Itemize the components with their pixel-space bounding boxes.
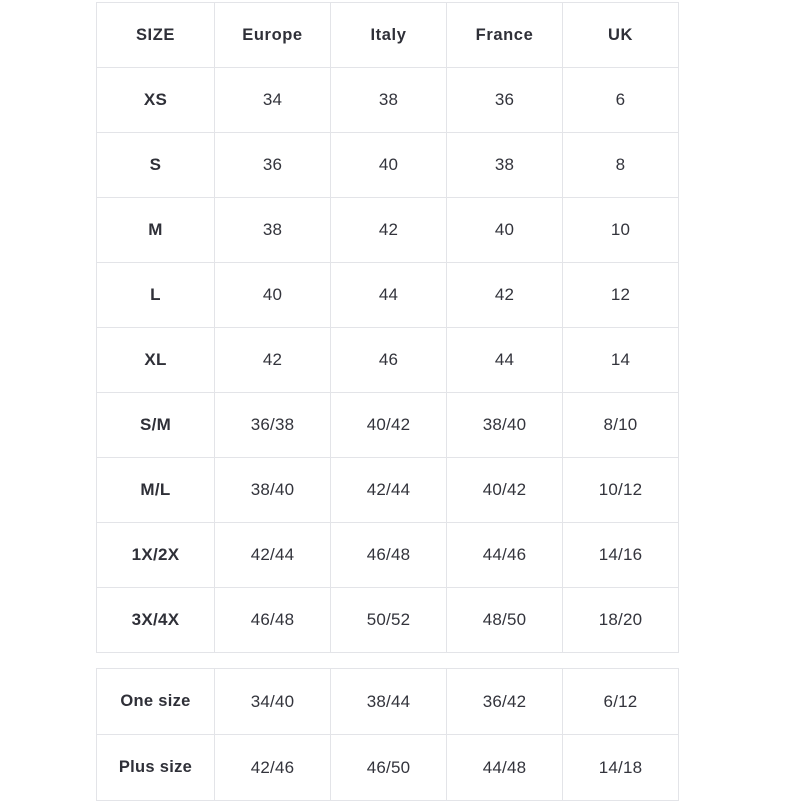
table-row — [97, 68, 679, 133]
cell-europe: 40 — [215, 263, 331, 328]
table-header-row — [97, 3, 679, 68]
cell-france: 40/42 — [447, 458, 563, 523]
cell-france: 38 — [447, 133, 563, 198]
row-label: XL — [97, 328, 215, 393]
cell-uk: 8 — [563, 133, 679, 198]
table-body — [97, 68, 679, 653]
main-size-table-container — [96, 2, 678, 653]
cell-italy: 40/42 — [331, 393, 447, 458]
cell-france: 44 — [447, 328, 563, 393]
cell-uk: 18/20 — [563, 588, 679, 653]
cell-uk: 10 — [563, 198, 679, 263]
cell-europe: 34/40 — [215, 669, 331, 735]
cell-europe: 38 — [215, 198, 331, 263]
table-row — [97, 523, 679, 588]
row-label: 3X/4X — [97, 588, 215, 653]
cell-europe: 42/46 — [215, 735, 331, 801]
cell-france: 42 — [447, 263, 563, 328]
one-size-table-container — [96, 668, 678, 801]
column-header-italy: Italy — [331, 3, 447, 68]
table-row — [97, 735, 679, 801]
column-header-france: France — [447, 3, 563, 68]
cell-uk: 6/12 — [563, 669, 679, 735]
row-label: Plus size — [97, 735, 215, 801]
cell-uk: 8/10 — [563, 393, 679, 458]
cell-france: 36/42 — [447, 669, 563, 735]
cell-italy: 42/44 — [331, 458, 447, 523]
cell-uk: 12 — [563, 263, 679, 328]
cell-italy: 38 — [331, 68, 447, 133]
cell-uk: 10/12 — [563, 458, 679, 523]
cell-europe: 34 — [215, 68, 331, 133]
table-row — [97, 263, 679, 328]
cell-italy: 40 — [331, 133, 447, 198]
cell-europe: 42/44 — [215, 523, 331, 588]
main-size-table — [96, 2, 679, 653]
row-label: S — [97, 133, 215, 198]
table-row — [97, 393, 679, 458]
cell-italy: 46/50 — [331, 735, 447, 801]
row-label: One size — [97, 669, 215, 735]
table-header — [97, 3, 679, 68]
cell-uk: 14/16 — [563, 523, 679, 588]
cell-europe: 38/40 — [215, 458, 331, 523]
cell-europe: 36 — [215, 133, 331, 198]
cell-uk: 14/18 — [563, 735, 679, 801]
column-header-europe: Europe — [215, 3, 331, 68]
cell-italy: 42 — [331, 198, 447, 263]
table-row — [97, 669, 679, 735]
cell-uk: 14 — [563, 328, 679, 393]
cell-france: 48/50 — [447, 588, 563, 653]
cell-italy: 38/44 — [331, 669, 447, 735]
cell-europe: 42 — [215, 328, 331, 393]
row-label: M/L — [97, 458, 215, 523]
cell-france: 38/40 — [447, 393, 563, 458]
cell-france: 44/48 — [447, 735, 563, 801]
cell-france: 40 — [447, 198, 563, 263]
row-label: 1X/2X — [97, 523, 215, 588]
cell-italy: 44 — [331, 263, 447, 328]
row-label: M — [97, 198, 215, 263]
cell-uk: 6 — [563, 68, 679, 133]
cell-italy: 50/52 — [331, 588, 447, 653]
row-label: XS — [97, 68, 215, 133]
row-label: S/M — [97, 393, 215, 458]
table-row — [97, 133, 679, 198]
column-header-size: SIZE — [97, 3, 215, 68]
column-header-uk: UK — [563, 3, 679, 68]
cell-europe: 46/48 — [215, 588, 331, 653]
one-size-table — [96, 668, 679, 801]
cell-italy: 46 — [331, 328, 447, 393]
table-row — [97, 328, 679, 393]
cell-europe: 36/38 — [215, 393, 331, 458]
cell-italy: 46/48 — [331, 523, 447, 588]
table-row — [97, 458, 679, 523]
cell-france: 36 — [447, 68, 563, 133]
table-body — [97, 669, 679, 801]
table-row — [97, 198, 679, 263]
table-row — [97, 588, 679, 653]
row-label: L — [97, 263, 215, 328]
cell-france: 44/46 — [447, 523, 563, 588]
